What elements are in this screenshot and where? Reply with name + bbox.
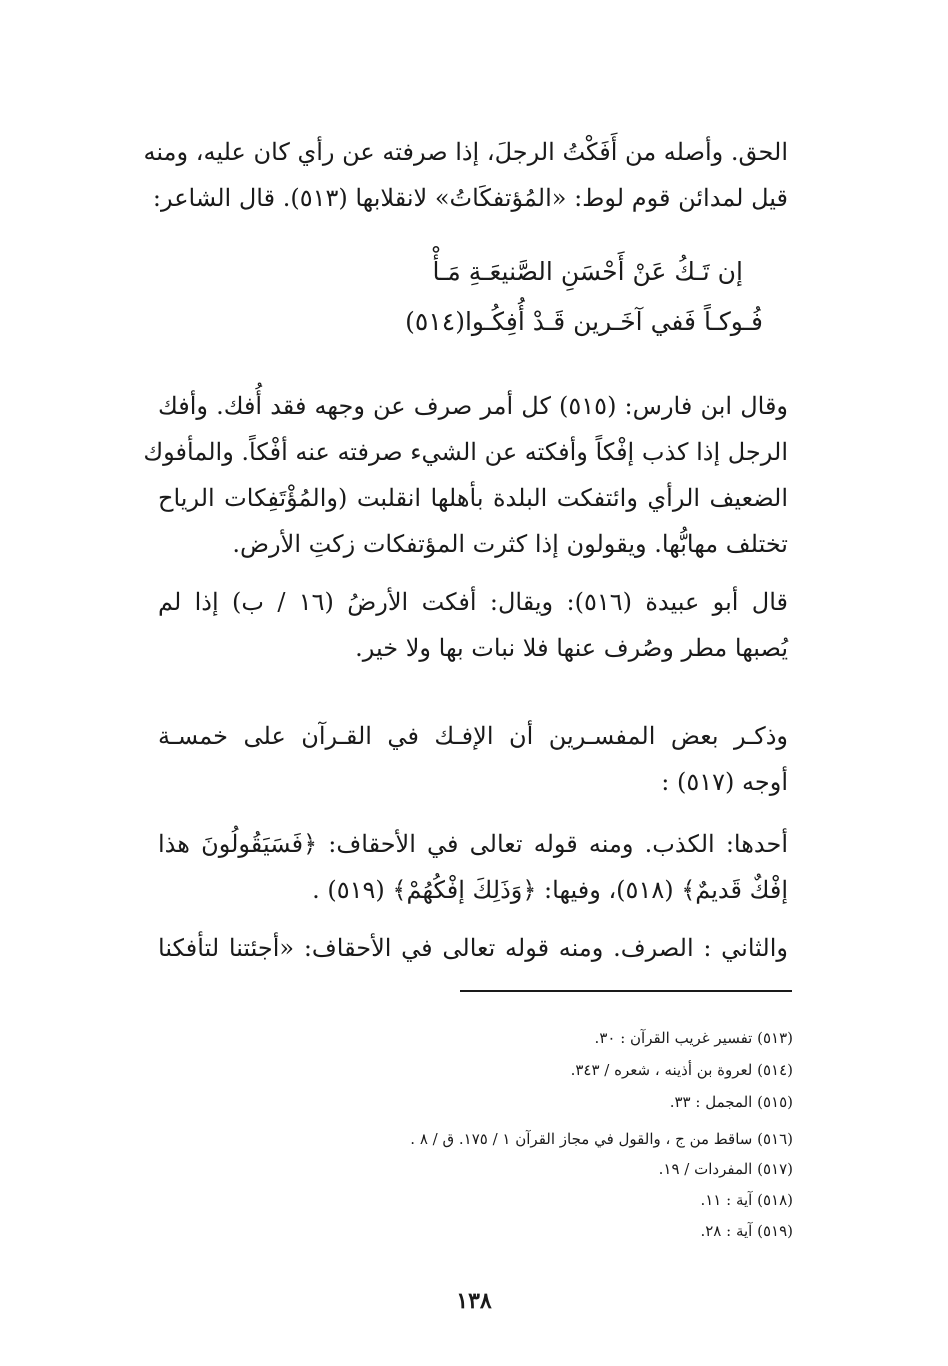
paragraph3-line2: يُصبها مطر وصُرف عنها فلا نبات بها ولا خير. [355, 634, 788, 662]
footnote-519: (٥١٩) آية : ٢٨. [700, 1222, 793, 1240]
paragraph5-line1: أحدها: الكذب. ومنه قوله تعالى في الأحقاف: ﴿فَسَيَقُولُونَ هذا [158, 830, 788, 858]
paragraph1-line1: الحق. وأصله من أَفَكْتُ الرجلَ، إذا صرفته عن رأي كان عليه، ومنه [143, 138, 788, 166]
paragraph4-line2: أوجه (٥١٧) : [661, 768, 788, 796]
footnote-516: (٥١٦) ساقط من ج ، والقول في مجاز القرآن ١ / ١٧٥. ق / ٨ . [410, 1130, 793, 1148]
footnote-515: (٥١٥) المجمل : ٣٣. [669, 1093, 793, 1111]
footnote-separator [460, 990, 792, 992]
verse-line2: فُـوكـاً فَفي آخَـرين قَـدْ أُفِكُـوا(٥١٤) [405, 307, 763, 336]
paragraph2-line4: تختلف مهابُّها. ويقولون إذا كثرت المؤتفكات زكتِ الأرض. [232, 530, 788, 558]
paragraph5-line2: إفْكٌ قَديمٌ﴾ (٥١٨)، وفيها: ﴿وَذَلِكَ إفْكُهُمْ﴾ (٥١٩) . [312, 876, 788, 904]
footnote-517: (٥١٧) المفردات / ١٩. [658, 1160, 793, 1178]
paragraph4-line1: وذكـر بعض المفسـرين أن الإفـك في القـرآن على خمسـة [158, 722, 788, 750]
paragraph3-line1: قال أبو عبيدة (٥١٦): ويقال: أفكت الأرضُ (١٦ / ب) إذا لم [158, 588, 788, 616]
paragraph2-line2: الرجل إذا كذب إفْكاً وأفكته عن الشيء صرفته عنه أفْكاً. والمأفوك [143, 438, 788, 466]
page-number: ١٣٨ [456, 1288, 492, 1314]
footnote-513: (٥١٣) تفسير غريب القرآن : ٣٠. [594, 1029, 793, 1047]
paragraph2-line1: وقال ابن فارس: (٥١٥) كل أمر صرف عن وجهه فقد أُفك. وأفك [158, 392, 789, 420]
verse-line1: إن تَـكُ عَنْ أَحْسَنِ الصَّنيعَـةِ مَـأْ [432, 257, 743, 286]
footnote-514: (٥١٤) لعروة بن أذينه ، شعره / ٣٤٣. [570, 1061, 793, 1079]
paragraph6-line1: والثاني : الصرف. ومنه قوله تعالى في الأحقاف: «أجئتنا لتأفكنا [158, 934, 788, 962]
paragraph2-line3: الضعيف الرأي وائتفكت البلدة بأهلها انقلبت (والمُؤْتَفِكات الرياح [158, 484, 788, 512]
paragraph1-line2: قيل لمدائن قوم لوط: «المُؤتفكَاتُ» لانقلابها (٥١٣). قال الشاعر: [152, 184, 788, 212]
footnote-518: (٥١٨) آية : ١١. [700, 1191, 793, 1209]
